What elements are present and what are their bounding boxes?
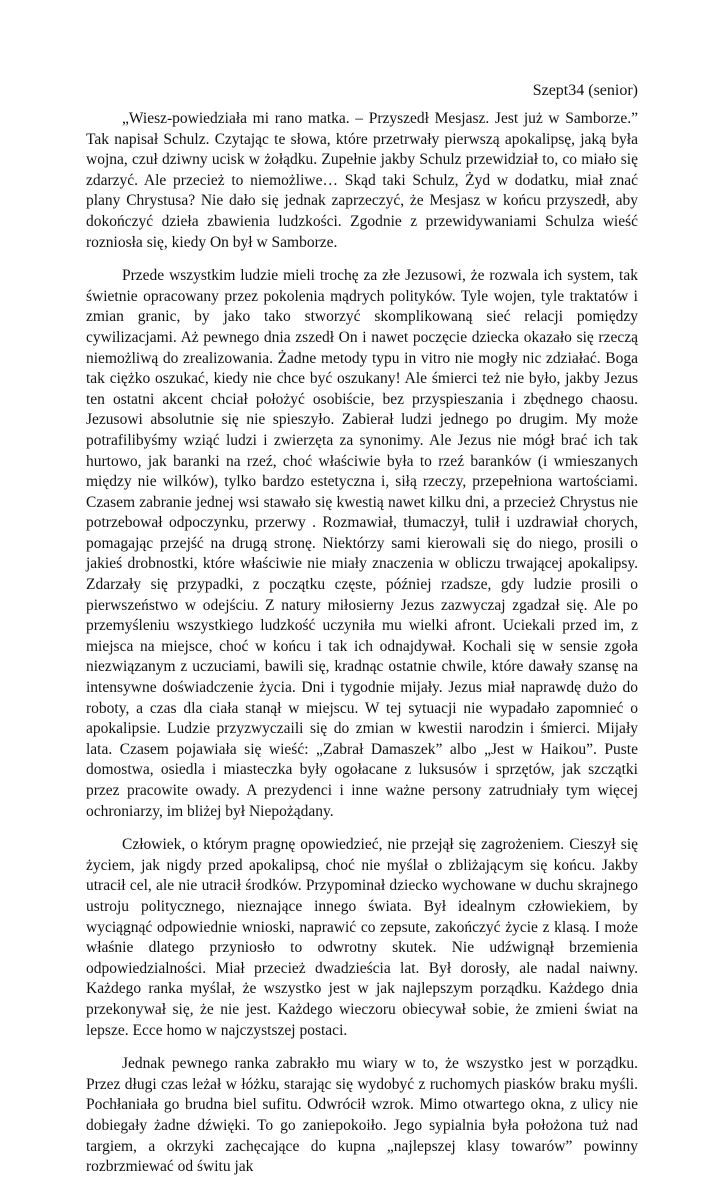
paragraph-3: Człowiek, o którym pragnę opowiedzieć, nie przejął się zagrożeniem. Cieszył się życiem, jak nigdy przed apokalipsą, choć nie myślał o zbliżającym się końcu. Jakby utracił cel, ale nie utracił środków. Przypominał dziecko wychowane w duchu skrajnego ustroju politycznego, nieznające innego świata. Był idealnym człowiekiem, by wyciągnąć odpowiednie wnioski, naprawić co zepsute, zakończyć życie z klasą. I może właśnie dlatego przyniosło to odwrotny skutek. Nie udźwignął brzemienia odpowiedzialności. Miał przecież dwadzieścia lat. Był dorosły, ale nadal naiwny. Każdego ranka myślał, że wszystko jest w jak najlepszym porządku. Każdego dnia przekonywał się, że nie jest. Każdego wieczoru obiecywał sobie, że zmieni świat na lepsze. Ecce homo w najczystszej postaci. xyxy=(86,836,638,1039)
document-header: Szept34 (senior) xyxy=(532,82,638,99)
document-page xyxy=(86,80,638,1191)
paragraph-4: Jednak pewnego ranka zabrakło mu wiary w to, że wszystko jest w porządku. Przez długi czas leżał w łóżku, starając się wydobyć z ruchomych piasków braku myśli. Pochłaniała go brudna biel sufitu. Odwrócił wzrok. Mimo otwartego okna, z ulicy nie dobiegały żadne dźwięki. To go zaniepokoiło. Jego sypialnia była położona tuż nad targiem, a okrzyki zachęcające do kupna „najlepszej klasy towarów” powinny rozbrzmiewać od świtu jak xyxy=(86,1055,638,1176)
paragraph-1: „Wiesz-powiedziała mi rano matka. – Przyszedł Mesjasz. Jest już w Samborze.” Tak napisał Schulz. Czytając te słowa, które przetrwały pierwszą apokalipsę, jaką była wojna, czuł dziwny ucisk w żołądku. Zupełnie jakby Schulz przewidział to, co miało się zdarzyć. Ale przecież to niemożliwe… Skąd taki Schulz, Żyd w dodatku, miał znać plany Chrystusa? Nie dało się jednak zaprzeczyć, że Mesjasz w końcu przyszedł, aby dokończyć dzieła zbawienia ludzkości. Zgodnie z przewidywaniami Schulza wieść rozniosła się, kiedy On był w Samborze. xyxy=(86,110,638,251)
paragraph-2: Przede wszystkim ludzie mieli trochę za złe Jezusowi, że rozwala ich system, tak świetnie opracowany przez pokolenia mądrych polityków. Tyle wojen, tyle traktatów i zmian granic, by jako tako stworzyć skomplikowaną sieć relacji pomiędzy cywilizacjami. Aż pewnego dnia zszedł On i nawet poczęcie dziecka okazało się rzeczą niemożliwą do zrealizowania. Żadne metody typu in vitro nie mogły nic zdziałać. Boga tak ciężko oszukać, kiedy nie chce być oszukany! Ale śmierci też nie było, jakby Jezus ten ostatni akcent chciał położyć osobiście, bez przyspieszania i zbędnego chaosu. Jezusowi absolutnie się nie spieszyło. Zabierał ludzi jednego po drugim. My może potrafilibyśmy wziąć ludzi i zwierzęta za synonimy. Ale Jezus nie mógł brać ich tak hurtowo, jak baranki na rzeź, choć właściwie była to rzeź baranków (i wmieszanych między nie wilków), tylko bardzo estetyczna i, siłą rzeczy, przepełniona wartościami. Czasem zabranie jednej wsi stawało się kwestią nawet kilku dni, a przecież Chrystus nie potrzebował odpoczynku, przerwy . Rozmawiał, tłumaczył, tulił i uzdrawiał chorych, pomagając przejść na drugą stronę. Niektórzy sami kierowali się do niego, prosili o jakieś drobnostki, które właściwie nie miały znaczenia w obliczu trwającej apokalipsy. Zdarzały się przypadki, z początku częste, później rzadsze, gdy ludzie prosili o pierwszeństwo w odejściu. Z natury miłosierny Jezus zazwyczaj zgadzał się. Ale po przemyśleniu wszystkiego ludzkość uczyniła mu wielki afront. Uciekali przed im, z miejsca na miejsce, choć w końcu i tak ich odnajdywał. Kochali się w sensie zgoła niezwiązanym z uczuciami, bawili się, kradnąc ostatnie chwile, które dawały szansę na intensywne doświadczenie życia. Dni i tygodnie mijały. Jezus miał naprawdę dużo do roboty, a czas dla ciała stanął w miejscu. W tej sytuacji nie wypadało zapomnieć o apokalipsie. Ludzie przyzwyczaili się do zmian w kwestii narodzin i śmierci. Mijały lata. Czasem pojawiała się wieść: „Zabrał Damaszek” albo „Jest w Haikou”. Puste domostwa, osiedla i miasteczka były ogołacane z luksusów i sprzętów, jak szczątki przez pracowite owady. A prezydenci i inne ważne persony zatrudniały tym więcej ochroniarzy, im bliżej był Niepożądany. xyxy=(86,267,638,820)
